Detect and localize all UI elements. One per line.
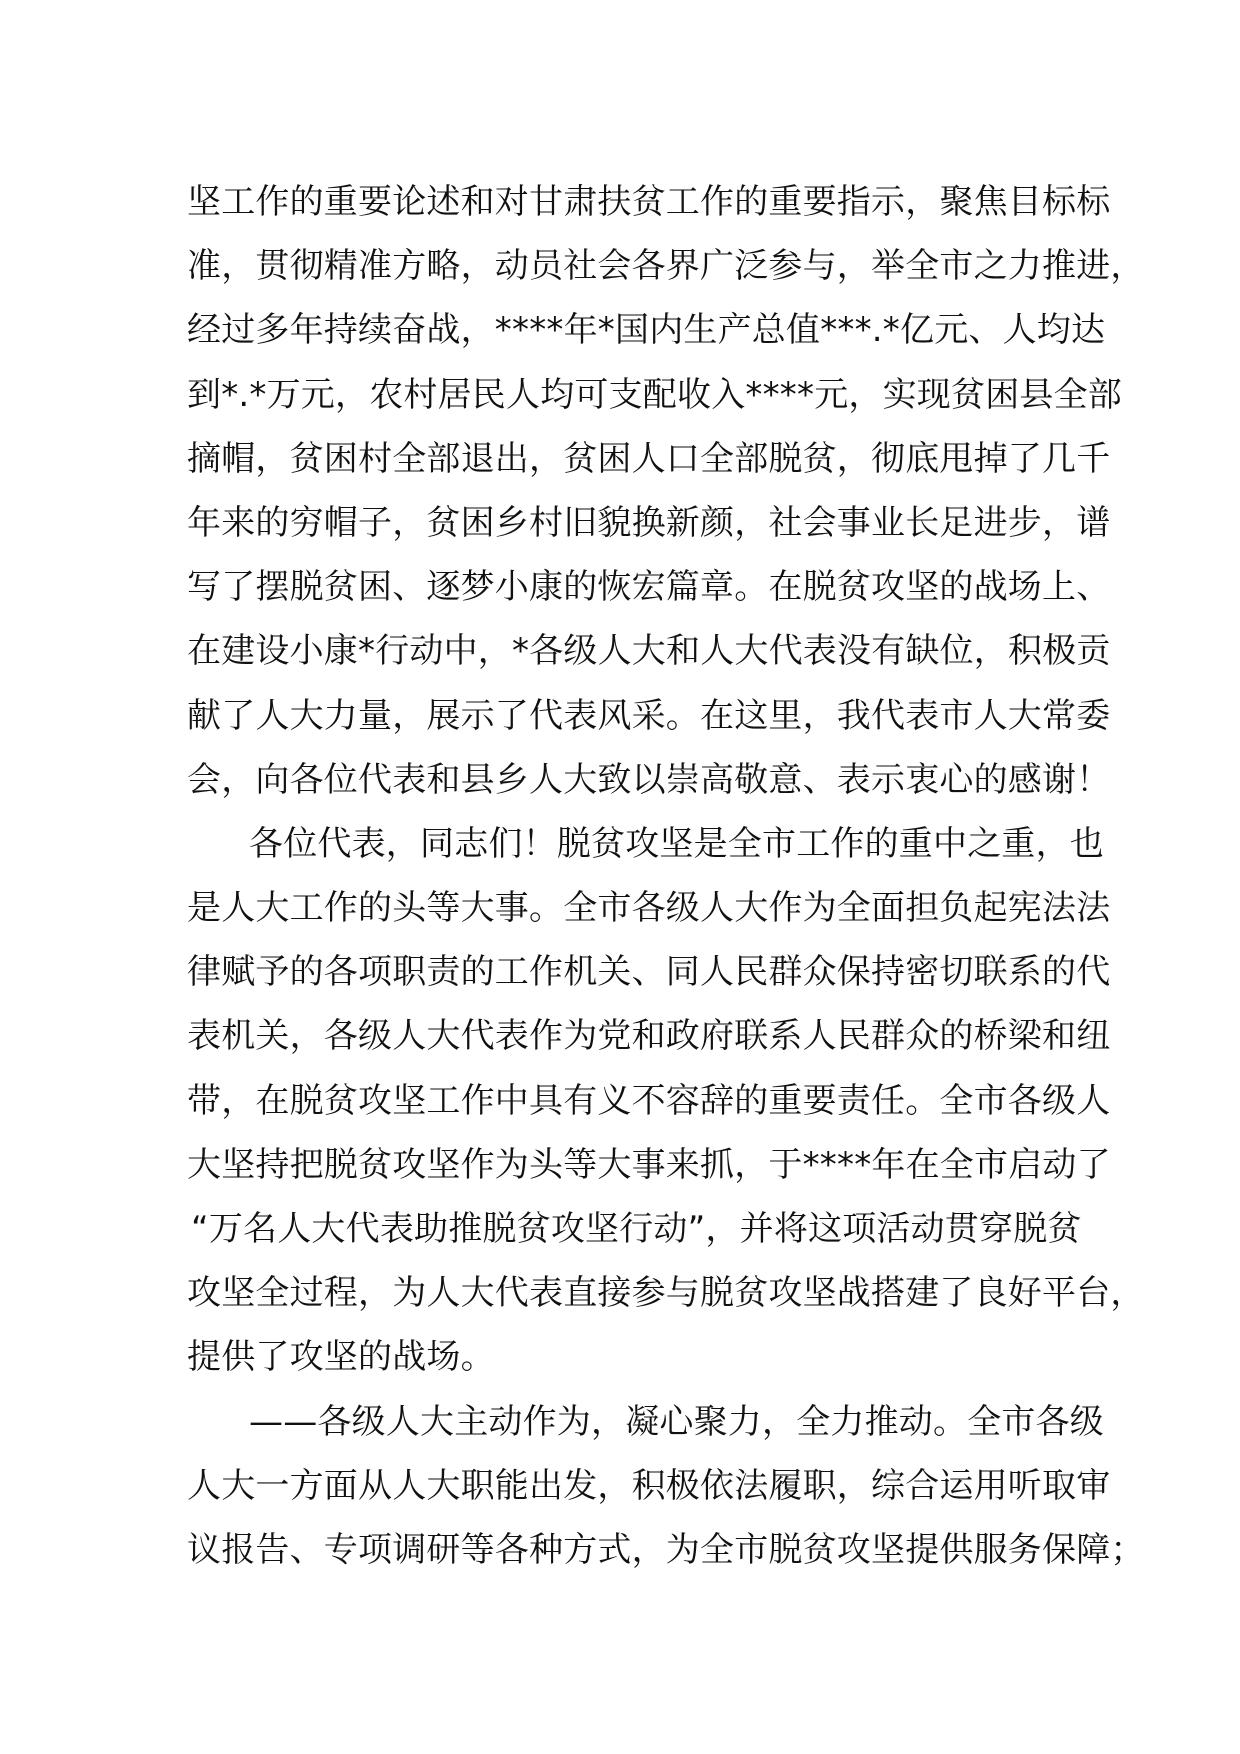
text-line: 经过多年持续奋战，****年*国内生产总值***.*亿元、人均达 [187, 310, 1106, 351]
paragraph-3 [187, 1390, 1145, 1583]
text-line: 年来的穷帽子，贫困乡村旧貌换新颜，社会事业长足进步，谱 [187, 502, 1111, 543]
body-text [187, 170, 1145, 1582]
text-line: 议报告、专项调研等各种方式，为全市脱贫攻坚提供服务保障； [187, 1529, 1145, 1570]
text-line: ——各级人大主动作为，凝心聚力，全力推动。全市各级 [249, 1401, 1104, 1442]
paragraph-2 [187, 812, 1145, 1390]
text-line: 大坚持把脱贫攻坚作为头等大事来抓，于****年在全市启动了 [187, 1144, 1111, 1185]
text-line: 摘帽，贫困村全部退出，贫困人口全部脱贫，彻底甩掉了几千 [187, 438, 1111, 479]
text-line: 在建设小康*行动中，*各级人大和人大代表没有缺位，积极贡 [187, 631, 1111, 672]
text-line: 攻坚全过程，为人大代表直接参与脱贫攻坚战搭建了良好平台， [187, 1273, 1145, 1314]
text-line: 准，贯彻精准方略，动员社会各界广泛参与，举全市之力推进， [187, 246, 1145, 287]
text-line: 各位代表，同志们！脱贫攻坚是全市工作的重中之重，也 [249, 823, 1104, 864]
paragraph-1 [187, 170, 1145, 812]
text-line: 献了人大力量，展示了代表风采。在这里，我代表市人大常委 [187, 695, 1111, 736]
text-line: 到*.*万元，农村居民人均可支配收入****元，实现贫困县全部 [187, 374, 1123, 415]
text-line: 带，在脱贫攻坚工作中具有义不容辞的重要责任。全市各级人 [187, 1080, 1111, 1121]
text-line: 人大一方面从人大职能出发，积极依法履职，综合运用听取审 [187, 1465, 1111, 1506]
text-line: “万名人大代表助推脱贫攻坚行动”，并将这项活动贯穿脱贫 [191, 1209, 1082, 1249]
text-line: 表机关，各级人大代表作为党和政府联系人民群众的桥梁和纽 [187, 1016, 1111, 1057]
text-line: 律赋予的各项职责的工作机关、同人民群众保持密切联系的代 [187, 952, 1111, 993]
text-line: 坚工作的重要论述和对甘肃扶贫工作的重要指示，聚焦目标标 [187, 182, 1111, 222]
text-line: 提供了攻坚的战场。 [187, 1337, 495, 1378]
text-line: 写了摆脱贫困、逐梦小康的恢宏篇章。在脱贫攻坚的战场上、 [187, 567, 1111, 608]
text-line: 会，向各位代表和县乡人大致以崇高敬意、表示衷心的感谢！ [187, 759, 1111, 800]
text-line: 是人大工作的头等大事。全市各级人大作为全面担负起宪法法 [187, 888, 1111, 929]
